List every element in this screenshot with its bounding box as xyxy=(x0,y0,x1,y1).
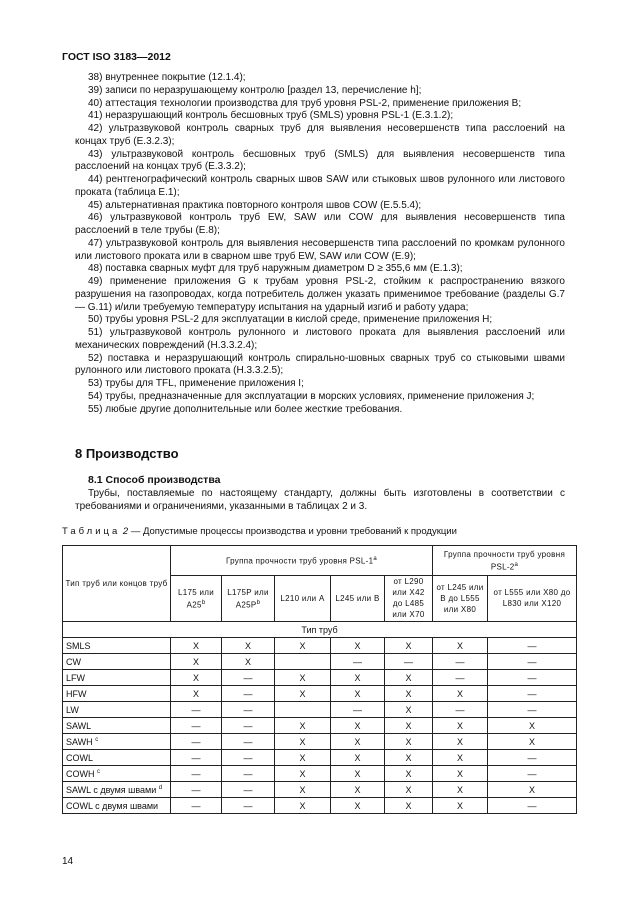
table-cell: X xyxy=(433,718,488,734)
list-item: 41) неразрушающий контроль бесшовных труб (SMLS) уровня PSL-1 (Е.3.1.2); xyxy=(88,110,454,122)
table-cell: X xyxy=(275,750,331,766)
list-item: 54) трубы, предназначенные для эксплуатации в морских условиях, применение приложения J; xyxy=(88,390,535,402)
caption-label: Таблица xyxy=(62,526,121,537)
table-cell: — xyxy=(488,654,577,670)
body-paragraph: Трубы, поставляемые по настоящему стандарту, должны быть изготовлены в соответствии с требованиями и ограничениями, указанными в таблицах 2 и 3. xyxy=(75,488,565,512)
table-cell: — xyxy=(171,718,222,734)
table-cell: — xyxy=(488,766,577,782)
table-cell: — xyxy=(222,766,275,782)
table-cell: — xyxy=(222,734,275,750)
table-cell: X xyxy=(433,782,488,798)
caption-text: — Допустимые процессы производства и уровни требований к продукции xyxy=(128,526,457,537)
table-cell xyxy=(275,702,331,718)
col-header xyxy=(331,575,385,621)
table-cell: — xyxy=(222,750,275,766)
list-item: 55) любые другие дополнительные или более жесткие требования. xyxy=(88,403,403,415)
table-cell: X xyxy=(433,638,488,654)
table-cell: X xyxy=(275,686,331,702)
table-cell: — xyxy=(222,670,275,686)
table-cell: — xyxy=(331,702,385,718)
table-section-row: Тип труб xyxy=(63,622,577,638)
table-cell: — xyxy=(171,782,222,798)
table-cell: — xyxy=(433,654,488,670)
table-cell: X xyxy=(275,798,331,814)
table-row xyxy=(63,718,577,734)
row-label-cell xyxy=(63,798,171,814)
row-label: COWH xyxy=(66,768,95,779)
table-cell: — xyxy=(433,702,488,718)
col-header xyxy=(488,575,577,621)
section-heading: 8 Производство xyxy=(75,446,179,461)
list-item: 38) внутреннее покрытие (12.1.4); xyxy=(88,72,246,83)
list-item: 46) ультразвуковой контроль труб EW, SAW или COW для выявления несовершенств типа расслоений в теле трубы (Е.8); xyxy=(75,212,565,236)
caption-number: 2 xyxy=(122,526,129,537)
row-label: SAWL с двумя швами xyxy=(66,784,157,795)
table-cell: X xyxy=(385,670,433,686)
col-header-type: Тип труб или концов труб xyxy=(63,546,171,622)
group-header-psl2 xyxy=(433,546,577,576)
table-cell: X xyxy=(433,734,488,750)
row-label-cell xyxy=(63,670,171,686)
table-row xyxy=(63,750,577,766)
list-item: 42) ультразвуковой контроль сварных труб для выявления несовершенств типа расслоений на концах труб (Е.3.2.3); xyxy=(75,123,565,147)
list-item: 52) поставка и неразрушающий контроль спирально-шовных сварных труб со стыковыми швами рулонного или листового проката (Н.3.3.2.5); xyxy=(75,352,565,377)
table-cell: X xyxy=(275,782,331,798)
table-cell: — xyxy=(331,654,385,670)
row-footnote: c xyxy=(95,736,99,743)
table-cell: X xyxy=(433,750,488,766)
table-cell: — xyxy=(488,638,577,654)
table-cell: X xyxy=(488,782,577,798)
list-item: 47) ультразвуковой контроль для выявления несовершенств типа расслоений по кромкам рулонного или листового проката или в сварном шве труб EW, SAW или COW (Е.9); xyxy=(75,237,565,262)
table-cell: — xyxy=(385,654,433,670)
table-cell: X xyxy=(331,670,385,686)
group2-label: Группа прочности труб уровня PSL-2 xyxy=(443,549,566,572)
table-cell: — xyxy=(222,702,275,718)
list-item: 43) ультразвуковой контроль бесшовных труб (SMLS) для выявления несовершенств типа расслоений на концах труб (Е.3.3.2); xyxy=(75,148,565,173)
table-cell: X xyxy=(275,718,331,734)
row-label-cell xyxy=(63,766,171,782)
col-header-label: от L290 или X42 до L485 или X70 xyxy=(392,577,425,620)
table-cell: X xyxy=(171,638,222,654)
table-cell: X xyxy=(433,766,488,782)
col-header xyxy=(222,575,275,621)
table-cell: X xyxy=(331,734,385,750)
col-header xyxy=(433,575,488,621)
table-cell: — xyxy=(488,670,577,686)
table-cell: X xyxy=(385,734,433,750)
production-table xyxy=(62,545,577,814)
table-cell: X xyxy=(488,734,577,750)
table-row xyxy=(63,734,577,750)
table-cell: X xyxy=(331,766,385,782)
table-cell: X xyxy=(275,638,331,654)
col-header-label: от L555 или X80 до L830 или X120 xyxy=(493,588,571,609)
table-row xyxy=(63,702,577,718)
row-footnote: c xyxy=(97,768,101,775)
table-cell: X xyxy=(385,766,433,782)
table-cell: X xyxy=(488,718,577,734)
col-header-label: L210 или A xyxy=(280,593,325,603)
table-row xyxy=(63,638,577,654)
row-label: LFW xyxy=(66,672,85,683)
row-label: SAWH xyxy=(66,736,93,747)
col-header-label: L175P или A25P xyxy=(227,587,269,610)
table-row xyxy=(63,670,577,686)
table-cell: X xyxy=(331,750,385,766)
list-item: 40) аттестация технологии производства для труб уровня PSL-2, применение приложения В; xyxy=(88,97,522,109)
table-cell: — xyxy=(222,798,275,814)
requirements-list xyxy=(75,72,565,416)
table-cell: X xyxy=(275,670,331,686)
table-cell: X xyxy=(171,670,222,686)
table-cell: X xyxy=(385,798,433,814)
table-cell: — xyxy=(433,670,488,686)
table-cell: X xyxy=(275,766,331,782)
list-item: 39) записи по неразрушающему контролю [раздел 13, перечисление h]; xyxy=(88,84,422,96)
table-cell: X xyxy=(331,686,385,702)
table-cell: X xyxy=(331,638,385,654)
table-cell xyxy=(275,654,331,670)
document-header: ГОСТ ISO 3183—2012 xyxy=(62,51,171,63)
group1-label: Группа прочности труб уровня PSL-1 xyxy=(225,556,374,566)
row-label: COWL xyxy=(66,752,93,763)
table-cell: X xyxy=(385,702,433,718)
col-header-label: L175 или A25 xyxy=(177,587,215,610)
col-header xyxy=(171,575,222,621)
list-item: 51) ультразвуковой контроль рулонного и листового проката для выявления расслоений или механических повреждений (Н.3.3.2.4); xyxy=(75,327,565,351)
row-footnote: d xyxy=(158,784,163,791)
table-cell: — xyxy=(222,686,275,702)
row-label-cell xyxy=(63,782,171,798)
table-cell: X xyxy=(331,798,385,814)
list-item: 49) применение приложения G к трубам уровня PSL-2, стойким к распространению вязкого разрушения на газопроводах, когда потребитель должен указать применимое требование (разделы G.7— G.11) и/или требуемую температуру испытания на ударный изгиб и работу удара; xyxy=(75,276,565,313)
footnote-a: a xyxy=(514,561,519,568)
table-cell: — xyxy=(171,766,222,782)
table-cell: X xyxy=(385,638,433,654)
table-caption xyxy=(62,526,457,537)
table-row xyxy=(63,782,577,798)
table-header-row xyxy=(63,546,577,576)
row-label-cell xyxy=(63,686,171,702)
table-row xyxy=(63,654,577,670)
row-label: SMLS xyxy=(66,640,91,651)
row-label: SAWL xyxy=(66,720,92,731)
table-cell: — xyxy=(222,718,275,734)
table-cell: — xyxy=(488,686,577,702)
table-cell: — xyxy=(488,702,577,718)
row-label-cell xyxy=(63,718,171,734)
row-label-cell xyxy=(63,750,171,766)
table-cell: X xyxy=(433,686,488,702)
table-row xyxy=(63,766,577,782)
table-cell: — xyxy=(171,798,222,814)
page-number: 14 xyxy=(62,856,74,867)
footnote-b: b xyxy=(256,599,261,606)
row-label: CW xyxy=(66,656,81,667)
table-cell: X xyxy=(222,654,275,670)
row-label: LW xyxy=(66,704,79,715)
table-cell: X xyxy=(171,654,222,670)
table-row xyxy=(63,686,577,702)
col-header-label: L245 или B xyxy=(335,593,380,603)
table-cell: — xyxy=(171,750,222,766)
table-row xyxy=(63,798,577,814)
list-item: 50) трубы уровня PSL-2 для эксплуатации в кислой среде, применение приложения Н; xyxy=(88,314,493,326)
table-cell: — xyxy=(171,734,222,750)
row-label-cell xyxy=(63,734,171,750)
group-header-psl1 xyxy=(171,546,433,576)
col-header-label: от L245 или B до L555 или X80 xyxy=(436,582,484,614)
row-label-cell xyxy=(63,654,171,670)
table-cell: X xyxy=(331,782,385,798)
list-item: 48) поставка сварных муфт для труб наружным диаметром D ≥ 355,6 мм (Е.1.3); xyxy=(88,263,463,275)
row-label-cell xyxy=(63,638,171,654)
table-cell: — xyxy=(171,702,222,718)
table-cell: — xyxy=(488,750,577,766)
row-label-cell xyxy=(63,702,171,718)
list-item: 44) рентгенографический контроль сварных швов SAW или стыковых швов рулонного или листового проката (таблица Е.1); xyxy=(75,174,565,198)
list-item: 45) альтернативная практика повторного контроля швов COW (Е.5.5.4); xyxy=(88,199,422,211)
table-cell: X xyxy=(385,750,433,766)
table-cell: X xyxy=(222,638,275,654)
row-label: COWL с двумя швами xyxy=(66,800,159,811)
footnote-b: b xyxy=(201,599,206,606)
table-cell: X xyxy=(171,686,222,702)
table-cell: X xyxy=(331,718,385,734)
footnote-a: a xyxy=(373,556,378,563)
table-cell: X xyxy=(385,686,433,702)
table-cell: — xyxy=(488,798,577,814)
list-item: 53) трубы для TFL, применение приложения I; xyxy=(88,378,304,389)
row-label: HFW xyxy=(66,688,87,699)
subsection-heading: 8.1 Способ производства xyxy=(88,474,221,486)
table-cell: X xyxy=(385,718,433,734)
col-header xyxy=(275,575,331,621)
table-cell: X xyxy=(275,734,331,750)
table-cell: X xyxy=(433,798,488,814)
table-cell: X xyxy=(385,782,433,798)
table-cell: — xyxy=(222,782,275,798)
col-header xyxy=(385,575,433,621)
